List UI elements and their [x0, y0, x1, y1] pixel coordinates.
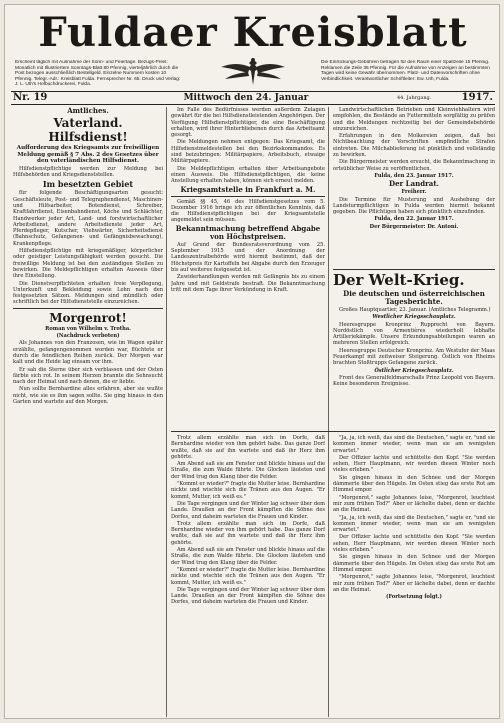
subscription-info: Erscheint täglich mit Ausnahme der Sonn- und Feiertage. Bezugs-Preis: Monatlich mit Illustriertem Sonntags-Blatt 80 Pfennig, vierteljährlich durch die Post bezogen ausschließlich Bestellgeld. Einzelne Nummern kosten 10 Pfennig. Telegr.-Adr.: Kreisblatt Fulda. Fernsprecher Nr. 65. Druck und Verlag: J. L. Uth's Hofbuchdruckerei, Fulda.: [15, 60, 181, 86]
serial-note: (Nachdruck verboten): [56, 333, 120, 340]
serial-column-right: [333, 435, 495, 717]
section-divider: [171, 431, 495, 432]
serial-paragraph: Trotz allem erzählte man sich im Dorfe, daß Bernhardine wieder von ihm gehört habe. Das ganze Dorf wußte, daß sie auf ihn wartete und daß ihr Herz ihm gehörte.: [171, 520, 325, 546]
war-report-subtitle: Die deutschen und österreichischen Tagesberichte.: [343, 289, 485, 306]
serial-paragraph: "Kommt er wieder?" fragte die Mutter leise. Bernhardine nickte und wischte sich die Tränen aus den Augen. "Er kommt, Mutter, ich weiß es.": [171, 566, 325, 586]
serial-paragraph: Er sah die Sterne über sich verblassen und der Osten färbte sich rot. In seinem Herzen brannte die Sehnsucht nach der Heimat und nach denen, die er liebte.: [13, 366, 163, 386]
masthead: [5, 5, 500, 87]
newspaper-page: [4, 4, 500, 719]
article-paragraph: Die Bürgermeister werden ersucht, die Bekanntmachung in ortsüblicher Weise zu veröffentlichen.: [333, 159, 495, 172]
article-paragraph: Hilfsdienstpflichtige werden zur Meldung bei Hilfsbehörden und Kriegsdienststellen.: [13, 165, 163, 179]
serial-paragraph: Trotz allem erzählte man sich im Dorfe, daß Bernhardine wieder von ihm gehört habe. Das ganze Dorf wußte, daß sie auf ihn wartete und daß ihr Herz ihm gehörte.: [171, 435, 325, 460]
column-divider: [166, 107, 167, 717]
serial-byline: Roman von Wilhelm v. Trotha.: [45, 325, 131, 332]
report-dateline: Großes Hauptquartier, 23. Januar. (Amtliches Telegramm.): [339, 307, 491, 313]
article-paragraph: Erfahrungen in den Molkereien zeigen, daß bei Nichtbeachtung der Vorschriften empfindliche Strafen eintreten. Die Milchablieferung ist pünktlich und vollständig zu bewirken.: [333, 133, 495, 159]
column-middle: [171, 107, 325, 431]
eagle-emblem-icon: [217, 57, 289, 87]
signature-date: Fulda, den 23. Januar 1917.: [374, 172, 454, 179]
front-heading: Östlicher Kriegsschauplatz.: [374, 367, 454, 374]
article-paragraph: Die Dienstverpflichteten erhalten freie Verpflegung, Unterkunft und Bekleidung sowie Lohn nach den festgesetzten Sätzen. Meldungen sind mündlich oder schriftlich bei der Hilfsdienststelle einzureichen.: [13, 280, 163, 306]
article-paragraph: Im Falle des Bedürfnisses werden außerdem Zulagen gewährt für die bei Hilfsdienstleistenden Angehörigen. Der Verfügung Hilfsdienstpflichtiger, die eine Beschäftigung erhalten, wird ihrer Hinterbliebenen durch das Arbeitsamt gesorgt.: [171, 107, 325, 139]
section-heading: Im besetzten Gebiet: [42, 179, 134, 190]
column-right-top: [333, 107, 495, 262]
serial-paragraph: Am Abend saß sie am Fenster und blickte hinaus auf die Straße, die zum Walde führte. Die Glocken läuteten und der Wind trug den Klang über die Felder.: [171, 461, 325, 480]
serial-paragraph: Die Tage vergingen und der Winter lag schwer über dem Lande. Draußen an der Front kämpften die Söhne des Dorfes, und daheim warteten die Frauen und Kinder.: [171, 586, 325, 606]
signature-name: Der Bürgermeister: Dr. Antoni.: [369, 223, 459, 230]
front-heading: Westlicher Kriegsschauplatz.: [372, 314, 456, 321]
newspaper-title: Fuldaer Kreisblatt: [38, 9, 468, 56]
article-intro: Aufforderung des Kriegsamts zur freiwilligen Meldung gemäß § 7 Abs. 2 des Gesetzes über den vaterländischen Hilfsdienst.: [16, 145, 160, 165]
divider: [171, 196, 325, 197]
serial-title: Morgenrot!: [49, 310, 127, 325]
serial-column-left: [171, 435, 325, 717]
serial-paragraph: "Ja, ja, ich weiß, das sind die Deutschen," sagte er, "und sie kommen immer wieder, wenn man sie am wenigsten erwartet.": [333, 514, 495, 534]
divider: [333, 269, 495, 270]
issue-date: Mittwoch den 24. Januar: [183, 93, 309, 103]
signature-date: Fulda, den 22. Januar 1917.: [374, 216, 454, 223]
volume-label: 44. Jahrgang.: [397, 95, 432, 101]
serial-paragraph: "Morgenrot," sagte Johannes leise, "Morgenrot, leuchtest mir zum frühen Tod?" Aber er lächelte dabei, denn er dachte an die Heimat.: [333, 494, 495, 514]
serial-paragraph: Sie gingen hinaus in den Schnee und der Morgen dämmerte über den Hügeln. Im Osten stieg das erste Rot am Himmel empor.: [333, 474, 495, 494]
war-report: [333, 267, 495, 431]
serial-paragraph: Der Offizier lachte und schüttelte den Kopf. "Sie werden sehen, Herr Hauptmann, wir werden diesen Winter noch vieles erleben.": [333, 534, 495, 554]
serial-paragraph: Als Johannes von den Franzosen, wie im Wagen später erzählte, gefangengenommen worden war, flüchtete er durch die feindlichen Reihen zurück. Der Morgen war kalt und die Heide lag einsam vor ihm.: [13, 340, 163, 366]
report-paragraph: Heeresgruppe Deutscher Kronprinz. Am Westufer der Maas Feuerkampf mit zeitweiser Steigerung. Östlich von Rheims brachten Stoßtrupps Gefangene zurück.: [333, 347, 495, 367]
advertising-info: Die Einrückungs-Gebühren betragen für den Raum einer Spaltzeile 15 Pfennig. Reklamen die Zeile 35 Pfennig. Für die Aufnahme von Anzeigen an bestimmten Tagen wird keine Gewähr übernommen. Platz- und Datenvorschriften ohne Verbindlichkeit. Verantwortlicher Schriftleiter: Ew. Uth, Fulda.: [321, 60, 490, 82]
serial-paragraph: Der Offizier lachte und schüttelte den Kopf. "Sie werden sehen, Herr Hauptmann, wir werden diesen Winter noch vieles erleben.": [333, 454, 495, 474]
article-paragraph: Die Termine für Musterung und Aushebung der Landsturmpflichtigen in Fulda werden hiermit bekannt gegeben. Die Pflichtigen haben sich pünktlich einzufinden.: [333, 196, 495, 216]
issue-year: 1917.: [461, 92, 493, 103]
serial-paragraph: Nun sollte Bernhardine alles erfahren, aber sie wußte nicht, wie sie es ihm sagen sollte. Sie ging hinaus in den Garten und wartete auf den Morgen.: [13, 386, 163, 405]
serial-paragraph: "Morgenrot," sagte Johannes leise, "Morgenrot, leuchtest mir zum frühen Tod?" Aber er lächelte dabei, denn er dachte an die Heimat.: [333, 574, 495, 593]
report-paragraph: Heeresgruppe Kronprinz Rupprecht von Bayern. Nordöstlich von Armentières wiederholt lebhafte Artilleriekämpfe. Unsere Erkundungsabteilungen waren an mehreren Stellen erfolgreich.: [333, 321, 495, 347]
article-paragraph: Zuwiderhandlungen werden mit Gefängnis bis zu einem Jahre und mit Geldstrafe bestraft. Die Bekanntmachung tritt mit dem Tage ihrer Verkündung in Kraft.: [171, 274, 325, 293]
article-paragraph: für folgende Beschäftigungsarten gesucht: Geschäftsleute, Post- und Telegraphendienst, Maschinen- und Hilfsarbeiter, Botendienst, Schreiber, Kraftfahrdienst, Eisenbahndienst, Köche und Schlächter, Handwerker jeder Art, Land- und forstwirtschaftlicher Arbeitsdienst, andere Arbeitsdienste jeder Art, Pferdepfleger, Kutscher, Viehwärter, Sicherheitsdienst (Bahnschutz, Gefangenen- und Gefängnisbewachung), Krankenpflege.: [13, 190, 163, 247]
continued-note: (Fortsetzung folgt.): [386, 594, 442, 601]
section-kicker: Amtliches.: [67, 107, 109, 115]
divider: [13, 308, 163, 309]
article-headline: Vaterland. Hilfsdienst!: [48, 116, 128, 144]
article-paragraph: Landwirtschaftlichen Betrieben und Kleinviehhaltern wird empfohlen, die Bestände an Futtermitteln sorgfältig zu prüfen und die Meldungen rechtzeitig bei der Gemeindebehörde einzureichen.: [333, 107, 495, 132]
serial-paragraph: Sie gingen hinaus in den Schnee und der Morgen dämmerte über den Hügeln. Im Osten stieg das erste Rot am Himmel empor.: [333, 554, 495, 573]
article-paragraph: Auf Grund der Bundesratsverordnung vom 25. September 1915 und der Anordnung der Landeszentralbehörde wird hiermit bestimmt, daß der Höchstpreis für Kartoffeln bei Abgabe durch den Erzeuger bis auf weiteres festgesetzt ist.: [171, 241, 325, 273]
notice-heading: Bekanntmachung betreffend Abgabe von Höchstpreisen.: [175, 223, 321, 241]
signature-name: Freiherr.: [401, 189, 427, 196]
column-amtliches: [13, 107, 163, 717]
dateline-bar: [11, 91, 495, 105]
serial-paragraph: "Ja, ja, ich weiß, das sind die Deutschen," sagte er, "und sie kommen immer wieder, wenn man sie am wenigsten erwartet.": [333, 435, 495, 454]
signature-title: Der Landrat.: [389, 179, 439, 189]
serial-continuation: [171, 435, 495, 717]
article-paragraph: Gemäß §§ 45, 46 des Hilfsdienstgesetzes vom 5. Dezember 1916 bringe ich zur öffentlichen Kenntnis, daß die Hilfsdienstpflichtigen bei der Kriegsamtstelle angemeldet sein müssen.: [171, 198, 325, 224]
office-signature: Kriegsamtstelle in Frankfurt a. M.: [180, 184, 316, 194]
war-report-title: Der Welt-Krieg.: [333, 271, 465, 289]
issue-number: Nr. 19: [13, 92, 48, 103]
serial-paragraph: Am Abend saß sie am Fenster und blickte hinaus auf die Straße, die zum Walde führte. Die Glocken läuteten und der Wind trug den Klang über die Felder.: [171, 547, 325, 566]
article-paragraph: Hilfsdienstpflichtige mit kriegsmäßiger, körperlicher oder geistiger Leistungsfähigkeit werden gesucht. Die freiwillige Meldung ist bei den zuständigen Stellen zu bewirken. Die Meldepflichtigen erhalten Ausweis über ihre Einstellung.: [13, 248, 163, 280]
article-paragraph: Die Meldepflichtigen erhalten über Arbeitsangebote einen Ausweis. Die Hilfsdienstpflichtigen, die keine Anstellung erhalten haben, können sich erneut melden.: [171, 165, 325, 185]
serial-paragraph: "Kommt er wieder?" fragte die Mutter leise. Bernhardine nickte und wischte sich die Tränen aus den Augen. "Er kommt, Mutter, ich weiß es.": [171, 481, 325, 500]
serial-paragraph: Die Tage vergingen und der Winter lag schwer über dem Lande. Draußen an der Front kämpften die Söhne des Dorfes, und daheim warteten die Frauen und Kinder.: [171, 500, 325, 520]
report-paragraph: Front des Generalfeldmarschalls Prinz Leopold von Bayern. Keine besonderen Ereignisse.: [333, 374, 495, 388]
article-paragraph: Die Meldungen nehmen entgegen: Das Kriegsamt, die Hilfsdienstmeldestellen bei den Bezirkskommandos. Es sind beizubringen: Militärpapiere, Arbeitsbuch, etwaige Militärpapiere.: [171, 139, 325, 165]
